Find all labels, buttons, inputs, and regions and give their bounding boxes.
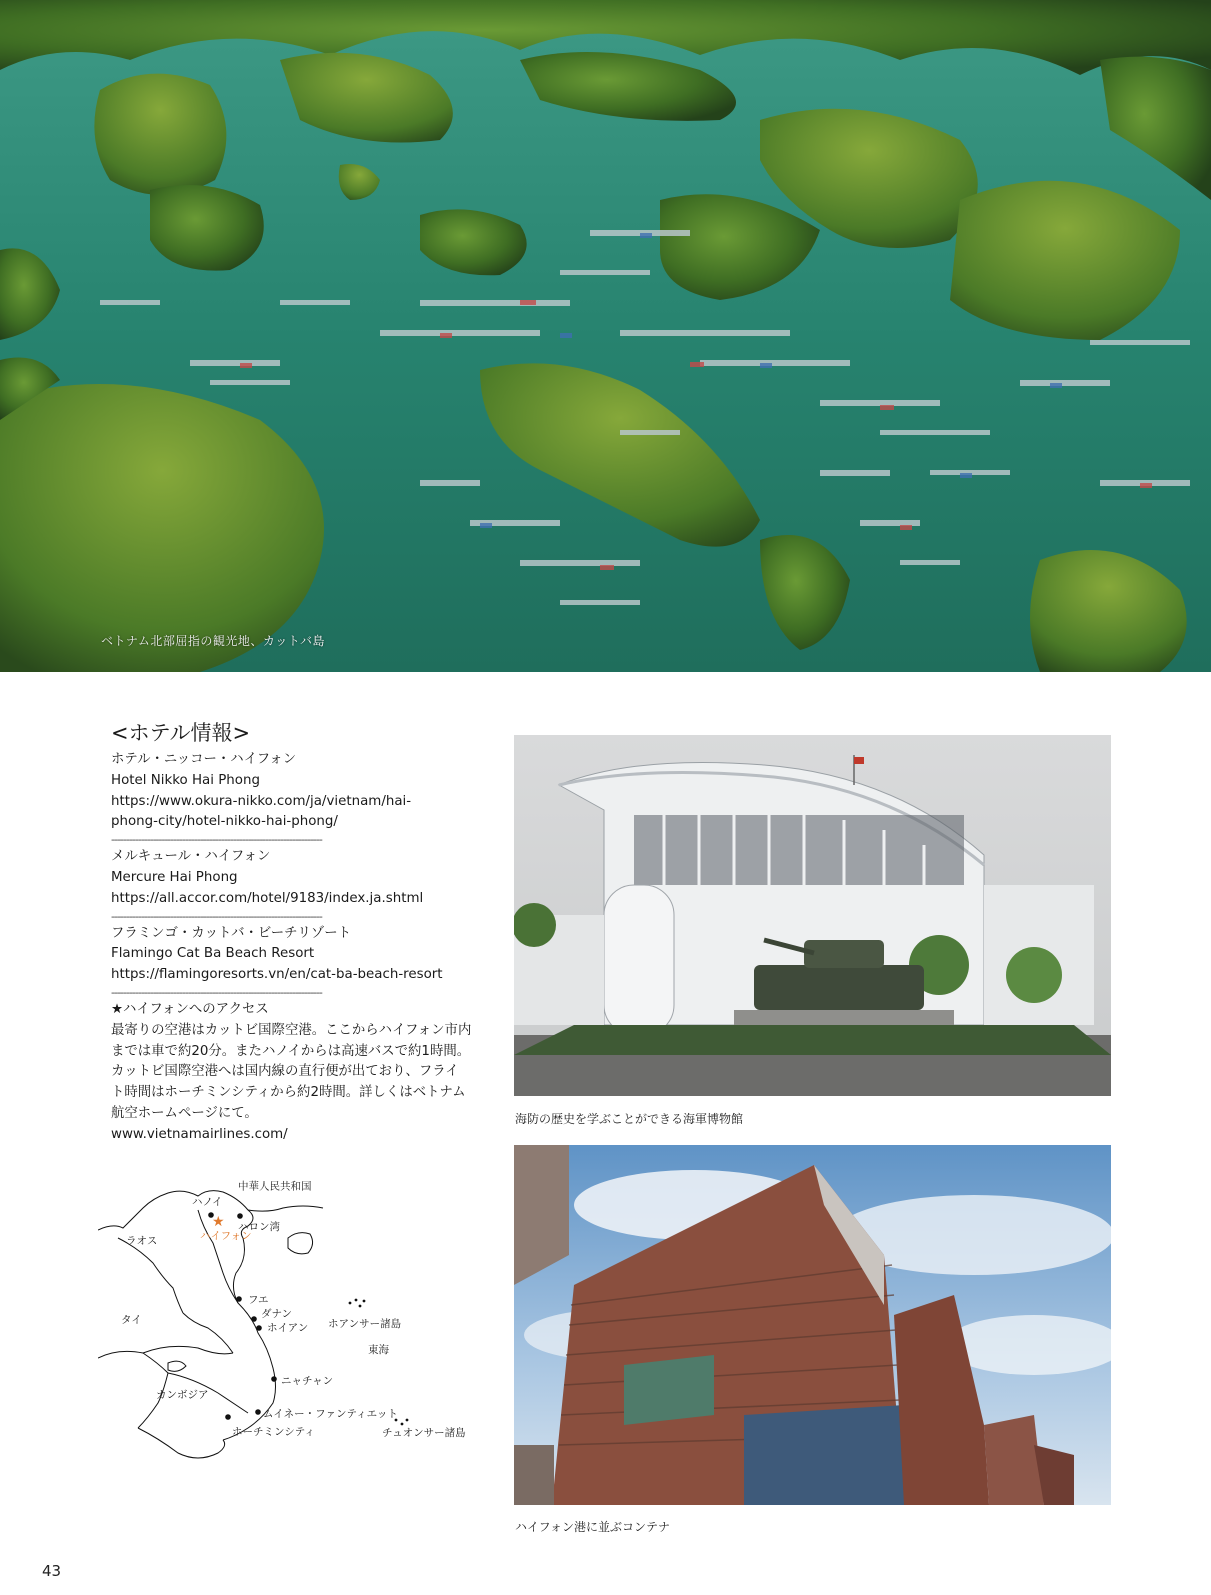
access-title: ★ハイフォンへのアクセス <box>111 1001 269 1017</box>
separator: ----------------------------------------------------------------------- <box>111 833 322 847</box>
map-label-china: 中華人民共和国 <box>238 1180 312 1193</box>
access-line: カットビ国際空港へは国内線の直行便が出ており、フライ <box>111 1064 459 1080</box>
map-label-danang: ダナン <box>261 1308 292 1320</box>
hotel-entry <box>111 924 467 986</box>
access-section <box>111 1000 472 1146</box>
map-label-laos: ラオス <box>126 1235 158 1247</box>
access-line: ト時間はホーチミンシティから約2時間。詳しくはベトナム <box>111 1085 466 1101</box>
haiphong-star-icon: ★ <box>212 1214 225 1230</box>
hotel-name-en: Flamingo Cat Ba Beach Resort <box>111 946 315 962</box>
hotel-info-heading: <ホテル情報> <box>111 721 251 745</box>
map-label-nhatrang: ニャチャン <box>281 1375 334 1387</box>
container-stack-image <box>514 1145 1111 1505</box>
naval-museum-photo <box>514 735 1111 1096</box>
map-label-haiphong: ハイフォン <box>200 1230 252 1242</box>
map-label-hoian: ホイアン <box>267 1322 309 1334</box>
hotel-name-ja: ホテル・ニッコー・ハイフォン <box>111 752 297 767</box>
vietnam-map-drawing <box>98 1178 478 1478</box>
vietnam-map <box>98 1178 478 1478</box>
separator: ----------------------------------------------------------------------- <box>111 909 322 923</box>
map-label-east-sea: 東海 <box>368 1344 389 1356</box>
hero-caption: ベトナム北部屈指の観光地、カットバ島 <box>101 634 326 648</box>
hotel-url[interactable]: https://www.okura-nikko.com/ja/vietnam/hai- <box>111 793 412 809</box>
hotel-info-section <box>111 720 472 1146</box>
containers-caption: ハイフォン港に並ぶコンテナ <box>515 1520 671 1534</box>
separator: ----------------------------------------------------------------------- <box>111 985 322 999</box>
hotel-url[interactable]: https://all.accor.com/hotel/9183/index.ja.shtml <box>111 890 424 906</box>
map-label-hcmc: ホーチミンシティ <box>232 1426 315 1438</box>
map-label-cambodia: カンボジア <box>156 1389 209 1401</box>
hotel-url[interactable]: https://flamingoresorts.vn/en/cat-ba-beach-resort <box>111 967 443 983</box>
hotel-entry <box>111 847 467 909</box>
access-line: までは車で約20分。またハノイからは高速バスで約1時間。 <box>111 1043 471 1059</box>
container-port-photo <box>514 1145 1111 1505</box>
map-label-spratly: チュオンサー諸島 <box>382 1427 466 1439</box>
access-line: 最寄りの空港はカットビ国際空港。ここからハイフォン市内 <box>111 1022 472 1038</box>
naval-museum-image <box>514 735 1111 1096</box>
museum-caption: 海防の歴史を学ぶことができる海軍博物館 <box>515 1112 744 1126</box>
map-label-hue: フエ <box>248 1294 269 1306</box>
map-label-hanoi: ハノイ <box>192 1196 223 1208</box>
hotel-name-ja: フラミンゴ・カットバ・ビーチリゾート <box>111 925 352 941</box>
hotel-entry <box>111 750 467 833</box>
cat-ba-bay-image <box>0 0 1211 672</box>
map-label-halong: ハロン湾 <box>238 1221 280 1233</box>
page-number: 43 <box>42 1562 62 1580</box>
map-label-thailand: タイ <box>121 1314 142 1326</box>
hotel-name-en: Mercure Hai Phong <box>111 869 238 885</box>
hotel-name-ja: メルキュール・ハイフォン <box>111 849 271 865</box>
access-line: 航空ホームページにて。 <box>111 1105 258 1121</box>
map-label-muine: ムイネー・ファンティエット <box>263 1408 398 1420</box>
hotel-url-cont[interactable]: phong-city/hotel-nikko-hai-phong/ <box>111 814 338 830</box>
hotel-name-en: Hotel Nikko Hai Phong <box>111 772 260 788</box>
map-label-paracel: ホアンサー諸島 <box>328 1318 402 1330</box>
hero-photo <box>0 0 1211 672</box>
access-url[interactable]: www.vietnamairlines.com/ <box>111 1126 288 1142</box>
